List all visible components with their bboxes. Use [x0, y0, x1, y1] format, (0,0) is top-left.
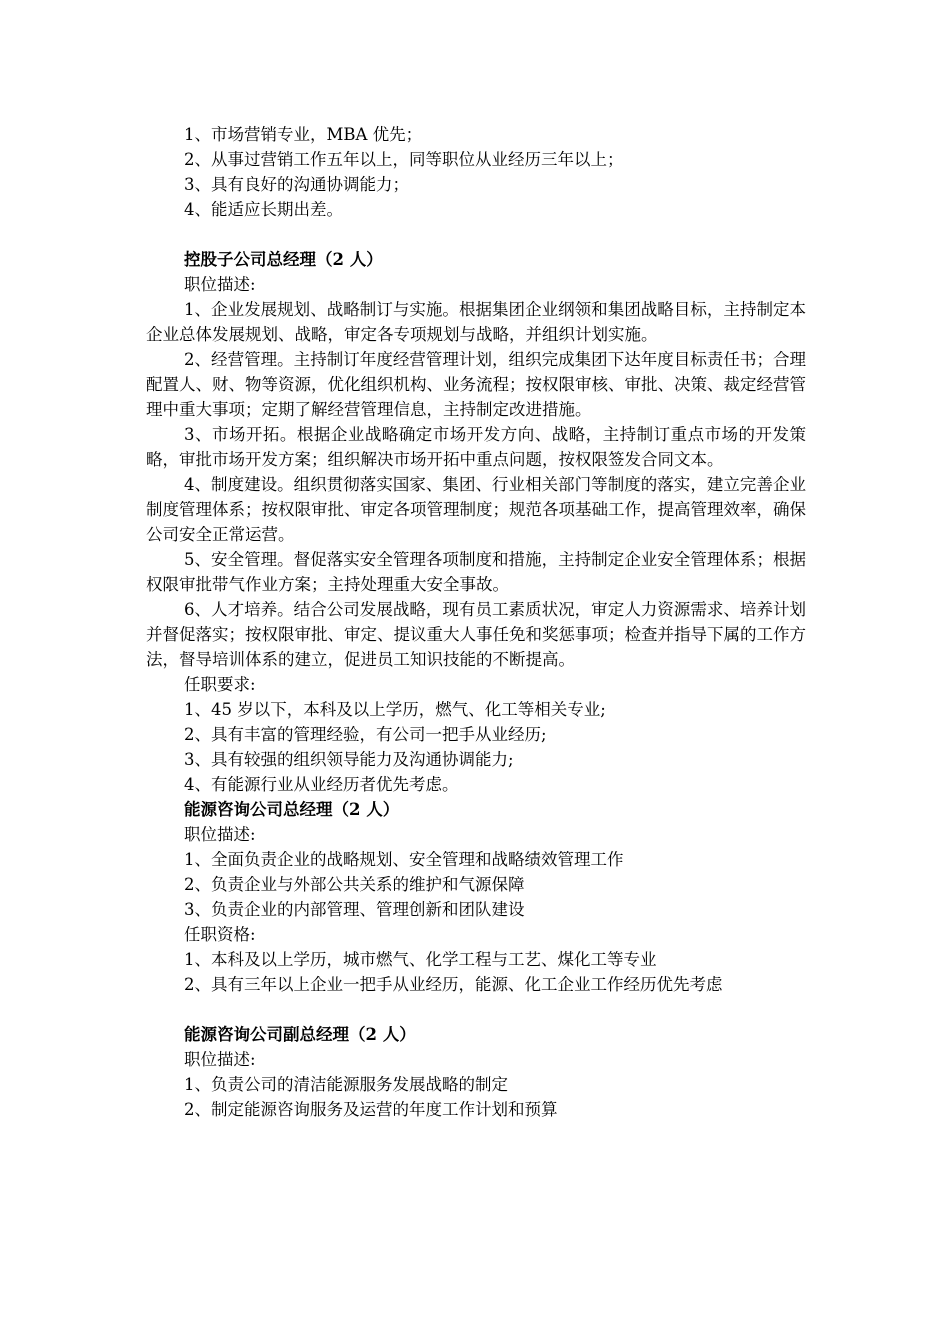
section1-req-label: 任职要求:	[184, 675, 256, 694]
spacer	[146, 997, 806, 1022]
section2-description-3: 3、负责企业的内部管理、管理创新和团队建设	[184, 900, 525, 919]
section1-desc-paragraph-3: 3、市场开拓。根据企业战略确定市场开发方向、战略，主持制订重点市场的开发策略，审批市场开发方案；组织解决市场开拓中重点问题，按权限签发合同文本。	[146, 425, 806, 469]
section1-title: 控股子公司总经理（2 人）	[184, 250, 383, 269]
section2-description-1: 1、全面负责企业的战略规划、安全管理和战略绩效管理工作	[184, 850, 624, 869]
intro-requirement-3: 3、具有良好的沟通协调能力；	[184, 175, 409, 194]
intro-requirement-2: 2、从事过营销工作五年以上，同等职位从业经历三年以上；	[184, 150, 624, 169]
intro-requirement-1: 1、市场营销专业，MBA 优先；	[184, 125, 423, 144]
section2-requirement-1: 1、本科及以上学历，城市燃气、化学工程与工艺、煤化工等专业	[184, 950, 657, 969]
section1-desc-paragraph-5: 5、安全管理。督促落实安全管理各项制度和措施，主持制定企业安全管理体系；根据权限审批带气作业方案；主持处理重大安全事故。	[146, 550, 806, 594]
section1-requirement-1: 1、45 岁以下，本科及以上学历，燃气、化工等相关专业;	[184, 700, 606, 719]
section1-desc-paragraph-4: 4、制度建设。组织贯彻落实国家、集团、行业相关部门等制度的落实，建立完善企业制度管理体系；按权限审批、审定各项管理制度；规范各项基础工作，提高管理效率，确保公司安全正常运营。	[146, 475, 806, 544]
document-body	[146, 122, 806, 1122]
section2-desc-label: 职位描述:	[184, 825, 256, 844]
section1-requirement-3: 3、具有较强的组织领导能力及沟通协调能力;	[184, 750, 514, 769]
section1-requirement-4: 4、有能源行业从业经历者优先考虑。	[184, 775, 459, 794]
section3-description-2: 2、制定能源咨询服务及运营的年度工作计划和预算	[184, 1100, 558, 1119]
section2-req-label: 任职资格:	[184, 925, 256, 944]
spacer	[146, 222, 806, 247]
section3-desc-label: 职位描述:	[184, 1050, 256, 1069]
section2-description-2: 2、负责企业与外部公共关系的维护和气源保障	[184, 875, 525, 894]
section2-title: 能源咨询公司总经理（2 人）	[184, 800, 400, 819]
section1-requirement-2: 2、具有丰富的管理经验，有公司一把手从业经历;	[184, 725, 547, 744]
intro-requirement-4: 4、能适应长期出差。	[184, 200, 343, 219]
section1-desc-paragraph-6: 6、人才培养。结合公司发展战略，现有员工素质状况，审定人力资源需求、培养计划并督促落实；按权限审批、审定、提议重大人事任免和奖惩事项；检查并指导下属的工作方法，督导培训体系的建立，促进员工知识技能的不断提高。	[146, 600, 806, 669]
section3-title: 能源咨询公司副总经理（2 人）	[184, 1025, 416, 1044]
section1-desc-label: 职位描述:	[184, 275, 256, 294]
section2-requirement-2: 2、具有三年以上企业一把手从业经历，能源、化工企业工作经历优先考虑	[184, 975, 723, 994]
section1-desc-paragraph-1: 1、企业发展规划、战略制订与实施。根据集团企业纲领和集团战略目标，主持制定本企业总体发展规划、战略，审定各专项规划与战略，并组织计划实施。	[146, 300, 806, 344]
section1-desc-paragraph-2: 2、经营管理。主持制订年度经营管理计划，组织完成集团下达年度目标责任书；合理配置人、财、物等资源，优化组织机构、业务流程；按权限审核、审批、决策、裁定经营管理中重大事项；定期了解经营管理信息，主持制定改进措施。	[146, 350, 806, 419]
section3-description-1: 1、负责公司的清洁能源服务发展战略的制定	[184, 1075, 508, 1094]
